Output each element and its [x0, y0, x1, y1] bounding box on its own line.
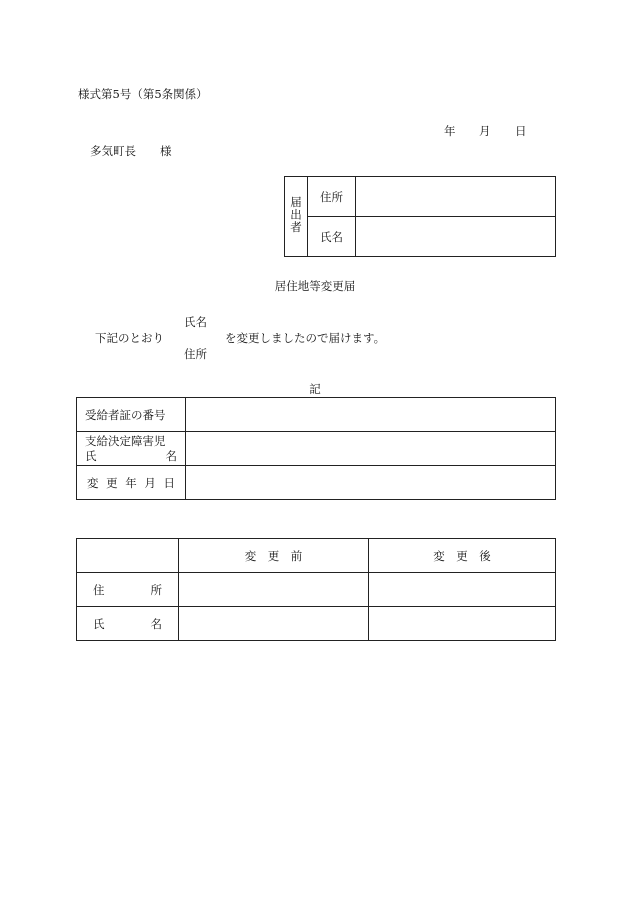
- body-prefix: 下記のとおり: [95, 331, 164, 345]
- applicant-address-field[interactable]: [356, 177, 556, 217]
- date-day-label: 日: [515, 124, 527, 138]
- body-option-address: 住所: [184, 347, 207, 361]
- address-after-field[interactable]: [369, 573, 556, 607]
- table-row: [77, 539, 556, 573]
- address-before-field[interactable]: [179, 573, 369, 607]
- applicant-name-label: 氏名: [308, 217, 356, 257]
- label-char: 氏: [85, 448, 97, 463]
- body-option-name: 氏名: [184, 315, 207, 329]
- label-char: 所: [150, 582, 162, 597]
- recipient-number-label: 受給者証の番号: [77, 398, 186, 432]
- form-id: 様式第5号（第5条関係）: [78, 87, 208, 101]
- date-year-label: 年: [444, 124, 456, 138]
- name-before-field[interactable]: [179, 607, 369, 641]
- table-row: [77, 607, 556, 641]
- label-char: 変: [87, 475, 99, 490]
- child-name-label-line2: [85, 449, 177, 464]
- child-name-field[interactable]: [186, 432, 556, 466]
- addressee-honorific: 様: [160, 144, 172, 158]
- address-label: [77, 573, 179, 607]
- recipient-number-field[interactable]: [186, 398, 556, 432]
- change-date-label: [77, 466, 186, 500]
- label-char: 月: [144, 475, 156, 490]
- table-row: [77, 466, 556, 500]
- label-char: 年: [125, 475, 137, 490]
- after-header: 変 更 後: [369, 539, 556, 573]
- form-title: 居住地等変更届: [274, 279, 356, 293]
- label-char: 氏: [93, 616, 105, 631]
- before-header: 変 更 前: [179, 539, 369, 573]
- change-date-label-chars: [77, 475, 185, 491]
- applicant-name-field[interactable]: [356, 217, 556, 257]
- details-table: [76, 397, 556, 500]
- applicant-label: 届出者: [289, 196, 303, 234]
- changes-header-blank: [77, 539, 179, 573]
- change-date-field[interactable]: [186, 466, 556, 500]
- label-char: 名: [150, 616, 162, 631]
- date-month-label: 月: [479, 124, 491, 138]
- applicant-address-label: 住所: [308, 177, 356, 217]
- body-suffix: を変更しましたので届けます。: [225, 331, 386, 345]
- table-row: [77, 398, 556, 432]
- table-row: [77, 573, 556, 607]
- label-char: 更: [106, 475, 118, 490]
- label-char: 名: [165, 448, 177, 463]
- table-row: [77, 432, 556, 466]
- name-label: [77, 607, 179, 641]
- addressee-name: 多気町長: [90, 144, 136, 158]
- changes-table: [76, 538, 556, 641]
- ki-heading: 記: [309, 382, 321, 396]
- label-char: 住: [93, 582, 105, 597]
- name-label-chars: [77, 616, 178, 632]
- name-after-field[interactable]: [369, 607, 556, 641]
- child-name-label: [77, 432, 186, 466]
- label-char: 日: [163, 475, 175, 490]
- address-label-chars: [77, 582, 178, 598]
- child-name-label-line1: 支給決定障害児: [85, 433, 166, 448]
- applicant-table: [284, 176, 556, 257]
- applicant-label-cell: [285, 177, 308, 257]
